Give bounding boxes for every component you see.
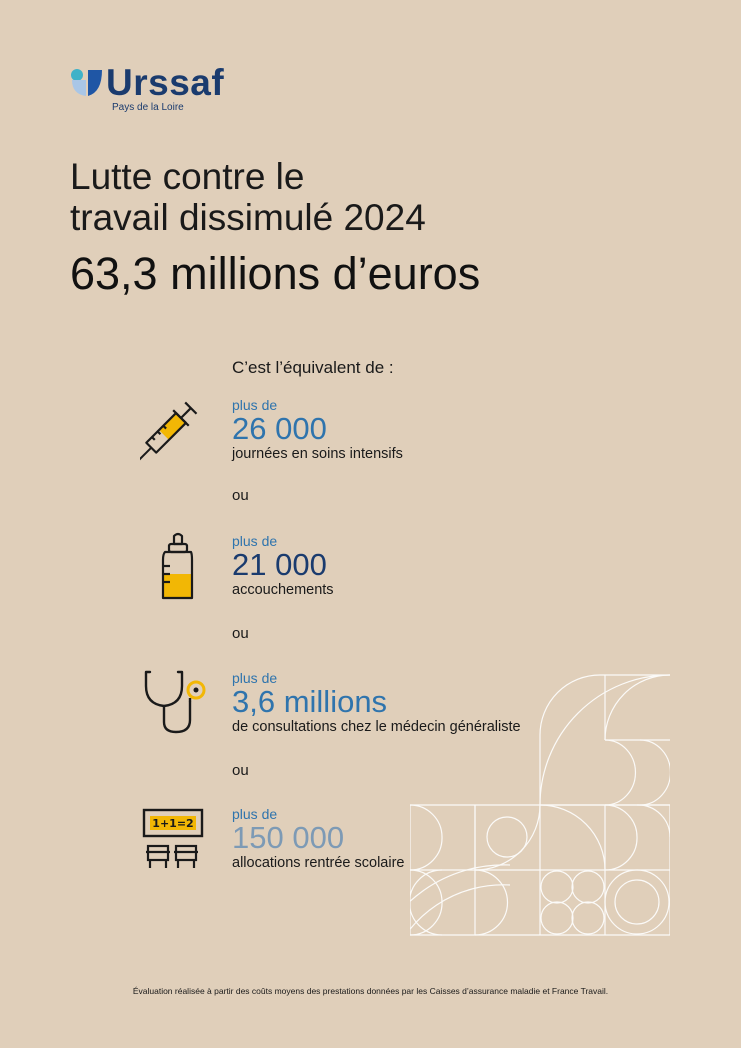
urssaf-logo-icon (70, 66, 104, 98)
page-title (70, 156, 670, 238)
board-equation: 1+1=2 (152, 817, 194, 830)
separator-or: ou (232, 487, 249, 504)
separator-or: ou (232, 625, 249, 642)
item-number: 150 000 (232, 820, 345, 855)
separator-or: ou (232, 762, 249, 779)
item-prefix: plus de (232, 533, 278, 549)
item-description: accouchements (232, 582, 334, 598)
item-accouchements (232, 533, 334, 599)
item-prefix: plus de (232, 806, 278, 822)
baby-bottle-icon (160, 532, 196, 602)
title-line-2: travail dissimulé 2024 (70, 197, 426, 238)
urssaf-logo (70, 64, 270, 114)
logo-region: Pays de la Loire (112, 102, 184, 113)
item-description: allocations rentrée scolaire (232, 855, 405, 871)
item-number: 21 000 (232, 547, 327, 582)
syringe-icon (140, 394, 212, 466)
total-amount: 63,3 millions d’euros (70, 248, 481, 299)
stethoscope-icon (140, 668, 208, 738)
title-line-1: Lutte contre le (70, 156, 305, 197)
item-prefix: plus de (232, 397, 278, 413)
intro-text: C’est l’équivalent de : (232, 358, 394, 377)
item-number: 3,6 millions (232, 684, 388, 719)
school-board-icon (140, 806, 206, 872)
logo-wordmark: Urssaf (106, 62, 225, 103)
decorative-pattern (410, 635, 670, 965)
item-description: journées en soins intensifs (232, 446, 403, 462)
item-description: de consultations chez le médecin généraliste (232, 719, 521, 735)
item-allocations (232, 806, 404, 872)
item-prefix: plus de (232, 670, 278, 686)
item-number: 26 000 (232, 411, 327, 446)
item-soins-intensifs (232, 397, 403, 463)
footnote: Évaluation réalisée à partir des coûts moyens des prestations données par les Caisses d’assurance maladie et France Travail. (132, 986, 609, 996)
